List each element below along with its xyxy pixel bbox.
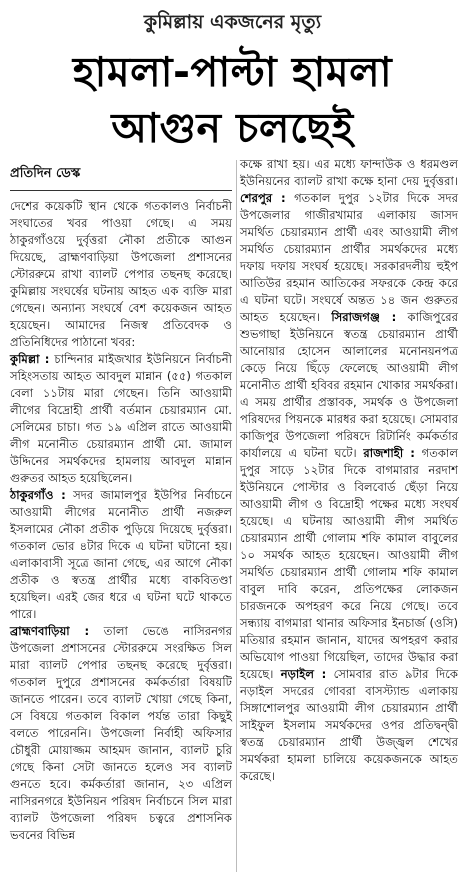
comilla-subhead: কুমিল্লা :	[10, 352, 50, 366]
sirajganj-subhead: সিরাজগঞ্জ :	[331, 310, 397, 324]
sirajganj-text: কাজিপুরের শুভগাছা ইউনিয়নে স্বতন্ত্র চেয়ারম্যান প্রার্থী আনোয়ার হোসেন আলালের মনোনয়নপত্র কেড়ে নিয়ে ছিঁড়ে ফেলেছে আওয়ামী লীগ মনোনীত প্রার্থী হবিবর রহমান খোকার সমর্থকরা। এ সময় প্রার্থীর প্রস্তাবক, সমর্থক ও উপজেলা পরিষদের পিয়নকে মারধর করা হয়েছে। সোমবার কাজিপুর উপজেলা পরিষদে রিটার্নিং কর্মকর্তার কার্যালয়ে এ ঘটনা ঘটে।	[240, 310, 458, 460]
comilla-text: চান্দিনার মাইজখার ইউনিয়নে নির্বাচনী সহিংসতায় আহত আবদুল মান্নান (৫৫) গতকাল বেলা ১১টায় মারা গেছেন। তিনি আওয়ামী লীগের বিদ্রোহী প্রার্থী বর্তমান চেয়ারম্যান মো. সেলিমের চাচা। গত ১৯ এপ্রিল রাতে আওয়ামী লীগ মনোনীত চেয়ারম্যান প্রার্থী মো. জামাল উদ্দিনের সমর্থকদের হামলায় আবদুল মান্নান গুরুতর আহত হয়েছিলেন।	[10, 352, 233, 485]
thakurgaon-subhead: ঠাকুরগাঁও :	[10, 488, 66, 502]
comilla-paragraph	[10, 351, 232, 487]
article-kicker: কুমিল্লায় একজনের মৃত্যু	[143, 11, 322, 33]
right-column	[240, 156, 458, 785]
left-column	[10, 198, 232, 844]
desk-byline: প্রতিদিন ডেস্ক	[10, 164, 232, 191]
intro-paragraph: দেশের কয়েকটি স্থান থেকে গতকালও নির্বাচনী সংঘাতের খবর পাওয়া গেছে। এ সময় ঠাকুরগাঁওয়ে দুর্বৃত্তরা নৌকা প্রতীকে আগুন দিয়েছে, ব্রাহ্মণবাড়িয়া উপজেলা প্রশাসনের স্টোররুমে রাখা ব্যালট পেপার তছনছ করেছে। কুমিল্লায় সংঘর্ষের ঘটনায় আহত এক ব্যক্তি মারা গেছেন। অন্যান্য সংঘর্ষে বেশ কয়েকজন আহত হয়েছেন। আমাদের নিজস্ব প্রতিবেদক ও প্রতিনিধিদের পাঠানো খবর:	[10, 199, 232, 349]
continued-paragraph	[240, 156, 458, 785]
sherpur-text: গতকাল দুপুর ১২টার দিকে সদর উপজেলার গাজীরখামার এলাকায় জাসদ সমর্থিত চেয়ারম্যান প্রার্থী এবং আওয়ামী লীগ সমর্থিত চেয়ারম্যান প্রার্থীর সমর্থকদের মধ্যে দফায় দফায় সংঘর্ষ হয়েছে। সরকারদলীয় হুইপ আতিউর রহমান আতিকের সফরকে কেন্দ্র করে এ ঘটনা ঘটে। সংঘর্ষে অন্তত ১৪ জন গুরুতর আহত হয়েছেন।	[240, 191, 458, 324]
headline-line-1: হামলা-পাল্টা হামলা	[72, 48, 393, 96]
brahmanbaria-subhead: ব্রাহ্মণবাড়িয়া :	[10, 624, 90, 638]
narail-subhead: নড়াইল :	[280, 667, 327, 681]
headline-line-2: আগুন চলছেই	[111, 104, 354, 152]
brahmanbaria-text: তালা ভেঙে নাসিরনগর উপজেলা প্রশাসনের স্টোররুমে সংরক্ষিত সিল মারা ব্যালট পেপার তছনছ করেছে দুর্বৃত্তরা। গতকাল দুপুরে প্রশাসনের কর্মকর্তারা বিষয়টি জানতে পারেন। তবে ব্যালট খোয়া গেছে কিনা, সে বিষয়ে গতকাল বিকাল পর্যন্ত তারা কিছুই বলতে পারেননি। উপজেলা নির্বাহী অফিসার চৌধুরী মোয়াজ্জম আহমদ জানান, ব্যালট চুরি গেছে কিনা সেটা জানতে হলেও সব ব্যালট গুনতে হবে। কর্মকর্তারা জানান, ২৩ এপ্রিল নাসিরনগরে ইউনিয়ন পরিষদ নির্বাচনে সিল মারা ব্যালট উপজেলা পরিষদ চত্বরে প্রশাসনিক ভবনের বিভিন্ন	[10, 624, 233, 842]
thakurgaon-paragraph	[10, 487, 232, 623]
rajshahi-subhead: রাজশাহী :	[363, 446, 415, 460]
brahmanbaria-paragraph	[10, 623, 232, 844]
narail-text: সোমবার রাত ৯টার দিকে নড়াইল সদরের গোবরা বাসস্ট্যান্ড এলাকায় সিঙ্গাশোলপুর আওয়ামী লীগ চেয়ারম্যান প্রার্থী সাইফুল ইসলাম সমর্থকদের ওপর প্রতিদ্বন্দ্বী স্বতন্ত্র চেয়ারম্যান প্রার্থী উজ্জ্বল শেখের সমর্থকরা হামলা চালিয়ে কয়েকজনকে আহত করেছে।	[240, 667, 459, 783]
continued-text: কক্ষে রাখা হয়। এর মধ্যে ফান্দাউক ও ধরমণ্ডল ইউনিয়নের ব্যালট রাখা কক্ষে হানা দেয় দুর্বৃত্তরা।	[240, 157, 458, 188]
article-headline	[0, 44, 465, 156]
sherpur-subhead: শেরপুর :	[240, 191, 286, 205]
thakurgaon-text: সদর জামালপুর ইউপির নির্বাচনে আওয়ামী লীগের মনোনীত প্রার্থী নজরুল ইসলামের নৌকা প্রতীক পুড়িয়ে দিয়েছে দুর্বৃত্তরা। গতকাল ভোর ৪টার দিকে এ ঘটনা ঘটানো হয়। এলাকাবাসী সূত্রে জানা গেছে, এর আগে নৌকা প্রতীক ও স্বতন্ত্র প্রার্থীর মধ্যে বাকবিতণ্ডা হয়েছিল। এরই জের ধরে এ ঘটনা ঘটে থাকতে পারে।	[10, 488, 232, 621]
column-divider	[236, 160, 237, 872]
rajshahi-text: গতকাল দুপুর সাড়ে ১২টার দিকে বাগমারার নরদাশ ইউনিয়নে পোস্টার ও বিলবোর্ড ছেঁড়া নিয়ে আওয়ামী লীগ ও বিদ্রোহী পক্ষের মধ্যে সংঘর্ষ হয়েছে। এ ঘটনায় আওয়ামী লীগ সমর্থিত চেয়ারম্যান প্রার্থী গোলাম শফি কামাল বাবুলের ১০ সমর্থক আহত হয়েছেন। আওয়ামী লীগ সমর্থিত চেয়ারম্যান প্রার্থী গোলাম শফি কামাল বাবুল দাবি করেন, প্রতিপক্ষের লোকজন চারজনকে অপহরণ করে নিয়ে গেছে। তবে সন্ধ্যায় বাগমারা থানার অফিসার ইনচার্জ (ওসি) মতিয়ার রহমান জানান, যাদের অপহরণ করার অভিযোগ পাওয়া গিয়েছিল, তাদের উদ্ধার করা হয়েছে।	[240, 446, 459, 681]
